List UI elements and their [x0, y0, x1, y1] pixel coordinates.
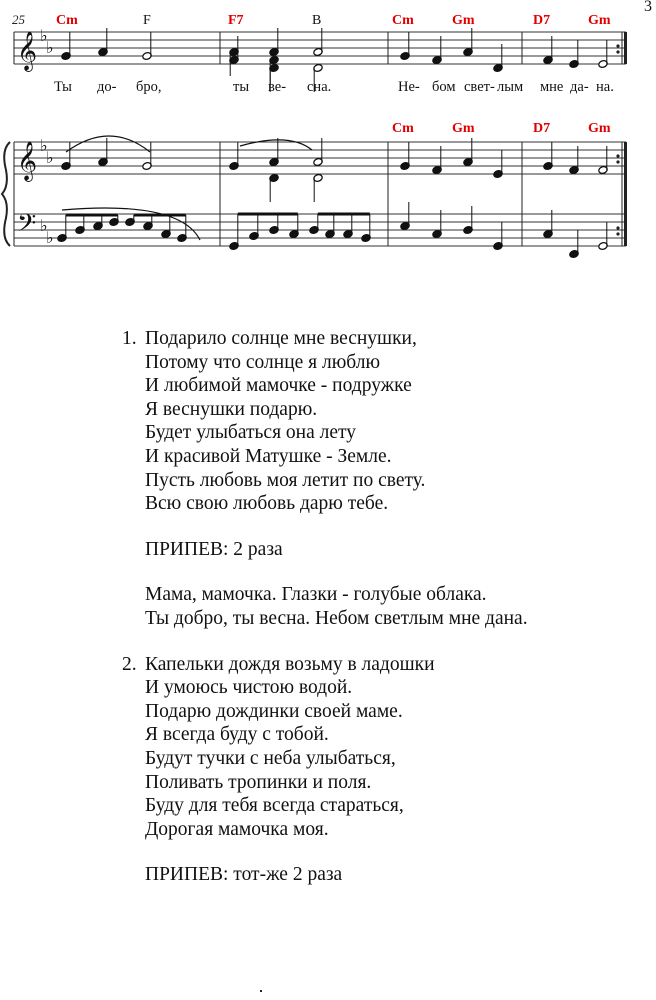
verse-line: И любимой мамочке - подружке: [145, 375, 412, 397]
chord-symbol: Gm: [452, 121, 475, 136]
chord-symbols-top: [56, 13, 611, 28]
chord-symbol: Cm: [56, 13, 78, 28]
flat-key-sig: ♭: [40, 138, 48, 155]
chord-symbol: Gm: [452, 13, 475, 28]
measure-number: 25: [12, 12, 25, 27]
flat-key-sig: ♭: [46, 150, 54, 167]
piano-brace: [2, 142, 10, 246]
lyric-syllable: Ты: [54, 79, 72, 95]
verse-line: И умоюсь чистою водой.: [145, 677, 353, 699]
lyric-syllable: Не-: [398, 79, 420, 95]
repeat-dot: [616, 44, 619, 47]
chorus-line: Ты добро, ты весна. Небом светлым мне дана.: [145, 607, 528, 629]
verse-number: 1.: [122, 328, 137, 349]
chord-symbols-piano: [392, 121, 611, 136]
chorus: [122, 583, 528, 630]
verse-line: Будут тучки с неба улыбаться,: [145, 747, 396, 769]
lyric-syllable: мне: [540, 79, 564, 95]
treble-clef: 𝄞: [17, 143, 38, 180]
chord-symbol: Cm: [392, 13, 414, 28]
chord-symbol: F: [143, 13, 151, 28]
chorus-label: ПРИПЕВ: 2 раза: [145, 538, 283, 560]
chord-symbol: D7: [533, 121, 551, 136]
lyric-syllable: на.: [596, 79, 614, 95]
verse-line: Я веснушки подарю.: [145, 398, 318, 420]
chord-symbol: Cm: [392, 121, 414, 136]
barline-thick: [624, 142, 627, 246]
treble-clef: 𝄞: [17, 33, 38, 70]
barline-thick: [624, 32, 627, 64]
repeat-dot: [616, 232, 619, 235]
verse-1: [122, 327, 528, 516]
lyric-syllable: бро,: [136, 79, 162, 95]
verse-line: Подарило солнце мне веснушки,: [145, 328, 417, 349]
flat-key-sig: ♭: [40, 218, 48, 235]
lyric-syllable: до-: [97, 79, 117, 95]
lyrics-block: [122, 327, 528, 887]
verse-line: Я всегда буду с тобой.: [145, 724, 329, 746]
lyric-syllable: свет-: [464, 79, 495, 95]
verse-line: Будет улыбаться она лету: [145, 422, 357, 444]
repeat-dot: [616, 154, 619, 157]
verse-line: Капельки дождя возьму в ладошки: [145, 653, 435, 675]
flat-key-sig: ♭: [46, 230, 54, 247]
chord-symbol: B: [312, 13, 322, 28]
lyric-syllable: ве-: [268, 79, 287, 95]
page-number: 3: [644, 0, 652, 15]
chord-symbol: D7: [533, 13, 551, 28]
verse-line: Подарю дождинки своей маме.: [145, 700, 403, 722]
lyric-syllable: сна.: [307, 79, 332, 95]
lyric-syllable: да-: [570, 79, 589, 95]
lyric-syllable: бом: [432, 79, 456, 95]
verse-line: Всю свою любовь дарю тебе.: [145, 493, 389, 515]
verse-line: И красивой Матушке - Земле.: [145, 445, 392, 467]
verse-number: 2.: [122, 653, 137, 675]
repeat-dot: [616, 226, 619, 229]
flat-key-sig: ♭: [40, 28, 48, 45]
repeat-dot: [616, 160, 619, 163]
flat-key-sig: ♭: [46, 40, 54, 57]
verse-line: Поливать тропинки и поля.: [145, 771, 372, 793]
bass-clef: 𝄢: [17, 210, 37, 243]
chord-symbol: Gm: [588, 13, 611, 28]
lyric-syllable: лым: [497, 79, 524, 95]
verse-line: Потому что солнце я люблю: [145, 351, 381, 373]
page-dot: [260, 990, 262, 992]
chorus-line: Мама, мамочка. Глазки - голубые облака.: [145, 584, 487, 606]
chord-symbol: F7: [228, 13, 244, 28]
lyric-syllables: [54, 79, 614, 95]
verse-line: Пусть любовь моя летит по свету.: [145, 469, 426, 491]
repeat-dot: [616, 50, 619, 53]
slur: [240, 140, 312, 150]
verse-line: Дорогая мамочка моя.: [145, 818, 329, 840]
chorus-label: ПРИПЕВ: тот-же 2 раза: [145, 864, 343, 886]
notes: [57, 28, 608, 258]
verse-2: [122, 653, 528, 842]
chord-symbol: Gm: [588, 121, 611, 136]
lyric-syllable: ты: [233, 79, 250, 95]
verse-line: Буду для тебя всегда стараться,: [145, 795, 404, 817]
music-score: [0, 0, 656, 280]
